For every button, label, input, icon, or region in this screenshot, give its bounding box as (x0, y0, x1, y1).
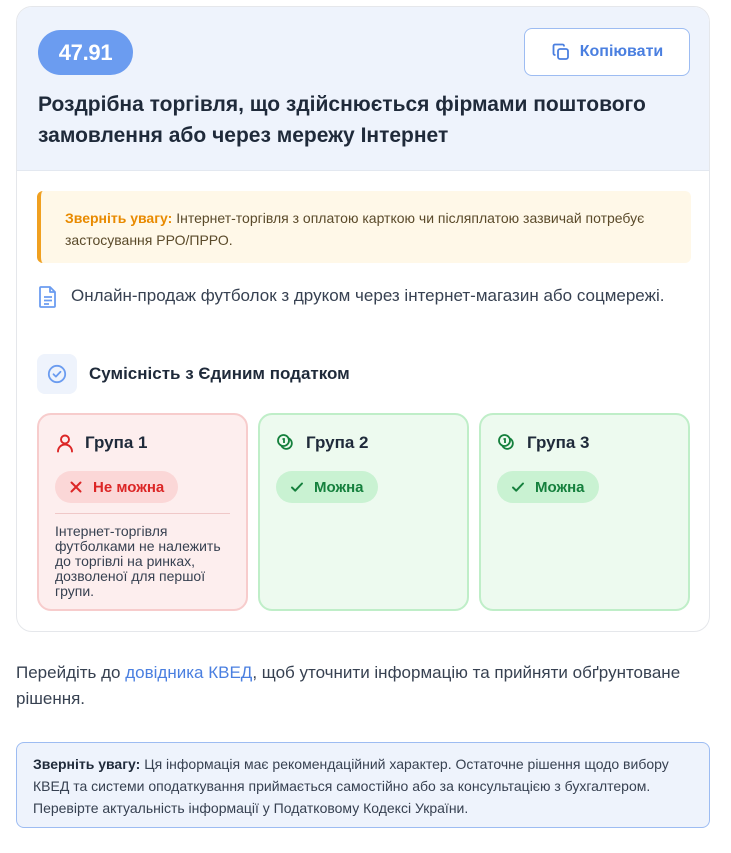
document-icon (37, 285, 59, 309)
copy-button[interactable] (524, 28, 690, 76)
kved-code-badge: 47.91 (38, 30, 133, 75)
kved-directory-link[interactable]: довідника КВЕД (125, 663, 253, 682)
close-icon (69, 480, 83, 494)
card-header (17, 7, 709, 171)
kved-title: Роздрібна торгівля, що здійснюється фірмами поштового замовлення або через мережу Інтернет (38, 93, 646, 147)
warning-text: Інтернет-торгівля з оплатою карткою чи післяплатою зазвичай потребує застосування РРО/ПРРО. (65, 210, 645, 248)
activity-description (37, 283, 687, 309)
group-2-header (276, 431, 451, 455)
description-text: Онлайн-продаж футболок з друком через інтернет-магазин або соцмережі. (71, 286, 665, 305)
footer-text-before: Перейдіть до (16, 663, 126, 682)
disclaimer-text: Ця інформація має рекомендаційний характер. Остаточне рішення щодо вибору КВЕД та системи оподаткування приймається самостійно або за консультацією з бухгалтером. Перевірте актуальність інформації у Податковому Кодексі України. (33, 756, 669, 816)
group-card-3 (479, 413, 690, 611)
warning-callout (37, 191, 691, 263)
group-3-name: Група 3 (527, 433, 590, 452)
compatibility-title: Сумісність з Єдиним податком (89, 364, 350, 383)
check-icon (290, 480, 304, 494)
footer-text (16, 660, 706, 712)
coins-icon (276, 433, 296, 453)
group-1-status: Не можна (93, 478, 165, 496)
check-icon (511, 480, 525, 494)
compatibility-icon-box (37, 354, 77, 394)
group-card-1 (37, 413, 248, 611)
group-2-status: Можна (314, 478, 364, 496)
disclaimer-label: Зверніть увагу: (33, 756, 141, 772)
kved-card (16, 6, 710, 632)
group-3-status-badge (497, 471, 599, 503)
compatibility-header (37, 354, 350, 394)
disclaimer-box (16, 742, 710, 828)
group-1-header (55, 431, 230, 455)
check-circle-icon (47, 364, 67, 384)
copy-button-label: Копіювати (579, 43, 664, 60)
group-card-2 (258, 413, 469, 611)
group-1-name: Група 1 (85, 433, 148, 452)
copy-icon (551, 42, 571, 62)
group-1-note: Інтернет-торгівля футболками не належить до торгівлі на ринках, дозволеної для першої групи. (55, 523, 221, 599)
footer-text-after: , щоб уточнити інформацію та прийняти обґрунтоване рішення. (16, 663, 681, 708)
group-3-header (497, 431, 672, 455)
group-2-name: Група 2 (306, 433, 369, 452)
group-2-status-badge (276, 471, 378, 503)
group-3-status: Можна (535, 478, 585, 496)
group-1-status-badge (55, 471, 178, 503)
group-1-divider (55, 513, 230, 514)
user-icon (55, 433, 75, 453)
coins-icon (497, 433, 517, 453)
warning-label: Зверніть увагу: (65, 210, 173, 226)
